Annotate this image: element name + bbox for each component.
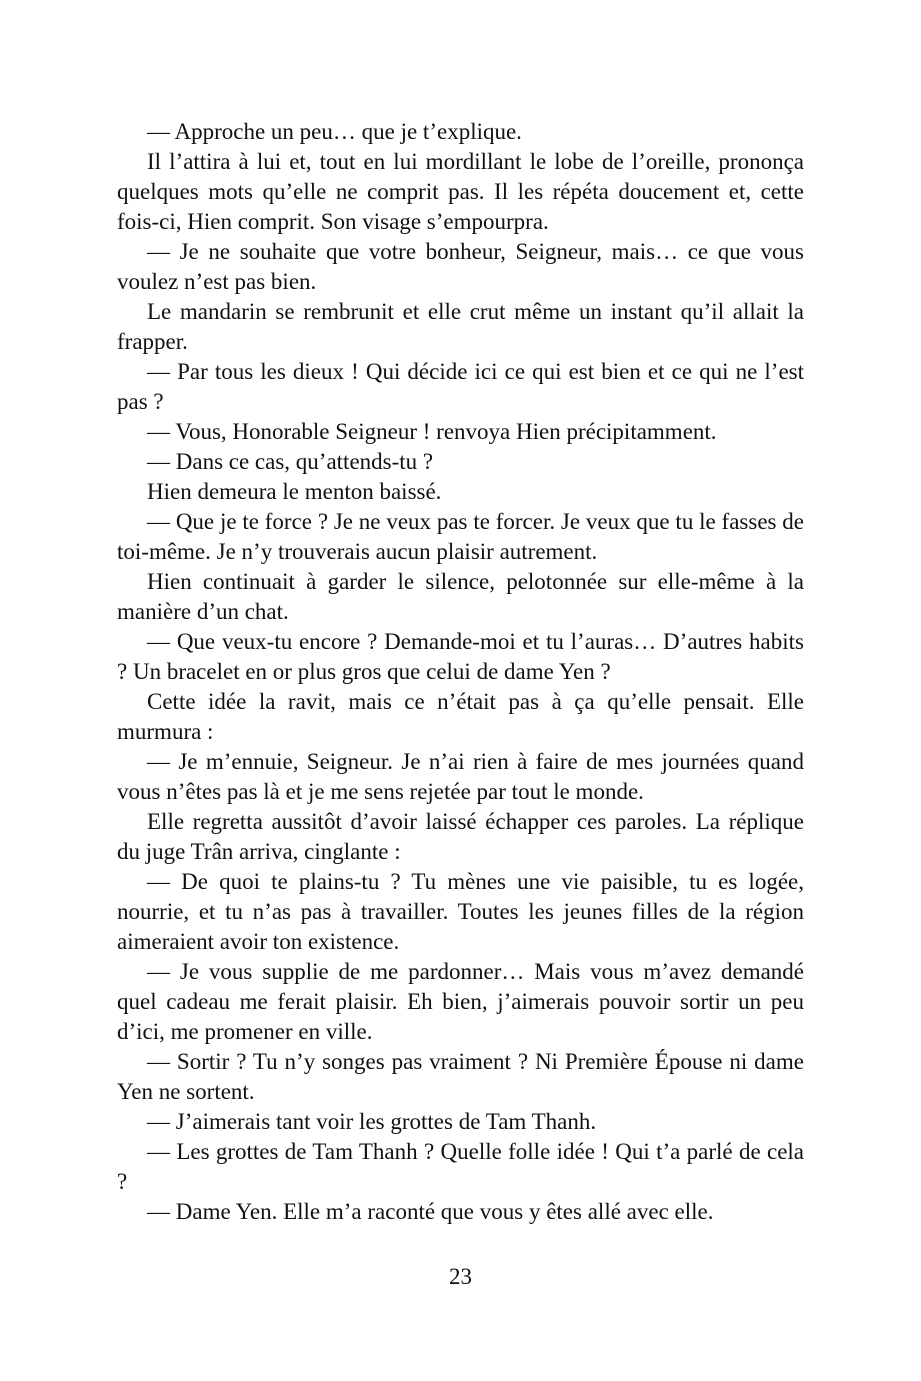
paragraph: — Que veux-tu encore ? Demande-moi et tu l’auras… D’autres habits ? Un bracelet en or plus gros que celui de dame Yen ? [117, 629, 804, 684]
paragraph: — Vous, Honorable Seigneur ! renvoya Hien précipitamment. [147, 419, 717, 444]
paragraph: — Approche un peu… que je t’explique. [147, 119, 522, 144]
paragraph: — Que je te force ? Je ne veux pas te forcer. Je veux que tu le fasses de toi-même. Je n’y trouverais aucun plaisir autrement. [117, 509, 804, 564]
paragraph: Hien continuait à garder le silence, pelotonnée sur elle-même à la manière d’un chat. [117, 569, 804, 624]
paragraph: — Sortir ? Tu n’y songes pas vraiment ? Ni Première Épouse ni dame Yen ne sortent. [117, 1049, 804, 1104]
body-text [117, 117, 804, 1227]
paragraph: Le mandarin se rembrunit et elle crut même un instant qu’il allait la frapper. [117, 299, 804, 354]
paragraph: — Je ne souhaite que votre bonheur, Seigneur, mais… ce que vous voulez n’est pas bien. [117, 239, 804, 294]
paragraph: — De quoi te plains-tu ? Tu mènes une vie paisible, tu es logée, nourrie, et tu n’as pas à travailler. Toutes les jeunes filles de la région aimeraient avoir ton existence. [117, 869, 804, 954]
paragraph: Hien demeura le menton baissé. [147, 479, 442, 504]
paragraph: — Dame Yen. Elle m’a raconté que vous y êtes allé avec elle. [147, 1199, 714, 1224]
paragraph: Elle regretta aussitôt d’avoir laissé échapper ces paroles. La réplique du juge Trân arriva, cinglante : [117, 809, 804, 864]
page-number: 23 [449, 1264, 472, 1289]
paragraph: — Les grottes de Tam Thanh ? Quelle folle idée ! Qui t’a parlé de cela ? [117, 1139, 804, 1194]
paragraph: — Je vous supplie de me pardonner… Mais vous m’avez demandé quel cadeau me ferait plaisir. Eh bien, j’aimerais pouvoir sortir un peu d’ici, me promener en ville. [117, 959, 804, 1044]
paragraph: — J’aimerais tant voir les grottes de Tam Thanh. [147, 1109, 597, 1134]
paragraph: Cette idée la ravit, mais ce n’était pas à ça qu’elle pensait. Elle murmura : [117, 689, 804, 744]
paragraph: Il l’attira à lui et, tout en lui mordillant le lobe de l’oreille, prononça quelques mots qu’elle ne comprit pas. Il les répéta doucement et, cette fois-ci, Hien comprit. Son visage s’empourpra. [117, 149, 804, 234]
paragraph: — Je m’ennuie, Seigneur. Je n’ai rien à faire de mes journées quand vous n’êtes pas là et je me sens rejetée par tout le monde. [117, 749, 804, 804]
paragraph: — Par tous les dieux ! Qui décide ici ce qui est bien et ce qui ne l’est pas ? [117, 359, 804, 414]
paragraph: — Dans ce cas, qu’attends-tu ? [147, 449, 434, 474]
